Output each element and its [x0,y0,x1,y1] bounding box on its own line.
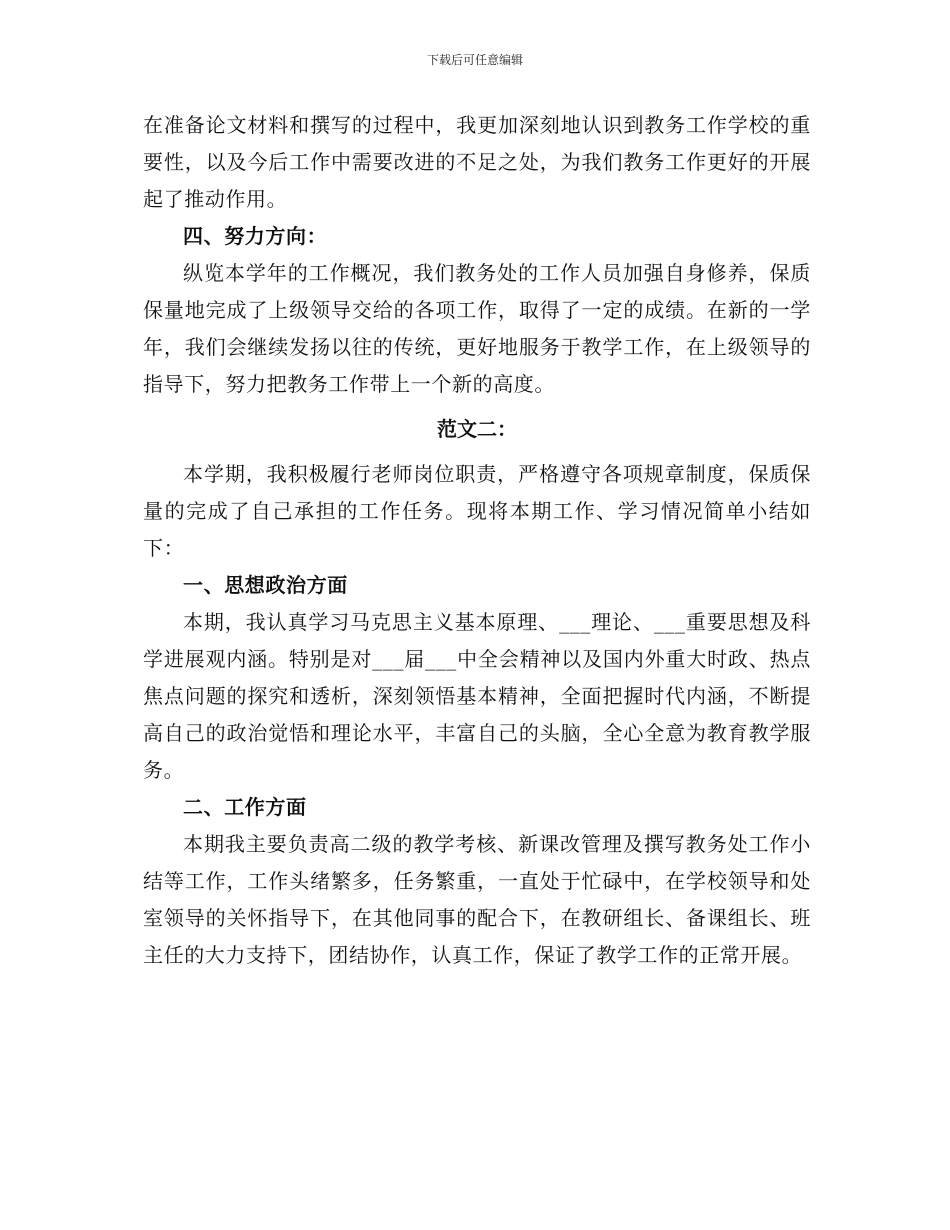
paragraph-conclusion: 在准备论文材料和撰写的过程中，我更加深刻地认识到教务工作学校的重要性，以及今后工作中需要改进的不足之处，为我们教务工作更好的开展起了推动作用。 [143,113,811,211]
heading-effort-direction: 四、努力方向： [183,224,328,248]
page-header: 下载后可任意编辑 [426,53,523,67]
paragraph-ideology-politics: 本期，我认真学习马克思主义基本原理、___理论、___重要思想及科学进展观内涵。特别是对___届___中全会精神以及国内外重大时政、热点焦点问题的探究和透析，深刻领悟基本精神，全面把握时代内涵，不断提高自己的政治觉悟和理论水平，丰富自己的头脑，全心全意为教育教学服务。 [143,610,811,782]
heading-work: 二、工作方面 [183,795,307,819]
paragraph-intro: 本学期，我积极履行老师岗位职责，严格遵守各项规章制度，保质保量的完成了自己承担的工作任务。现将本期工作、学习情况简单小结如下： [143,462,811,560]
paragraph-effort-direction: 纵览本学年的工作概况，我们教务处的工作人员加强自身修养，保质保量地完成了上级领导交给的各项工作，取得了一定的成绩。在新的一学年，我们会继续发扬以往的传统，更好地服务于教学工作，在上级领导的指导下，努力把教务工作带上一个新的高度。 [143,261,811,396]
sample-two-title: 范文二： [437,417,517,441]
heading-ideology-politics: 一、思想政治方面 [183,573,348,597]
document-body [143,107,811,974]
paragraph-work: 本期我主要负责高二级的教学考核、新课改管理及撰写教务处工作小结等工作，工作头绪繁多，任务繁重，一直处于忙碌中，在学校领导和处室领导的关怀指导下，在其他同事的配合下，在教研组长、备课组长、班主任的大力支持下，团结协作，认真工作，保证了教学工作的正常开展。 [143,832,811,967]
